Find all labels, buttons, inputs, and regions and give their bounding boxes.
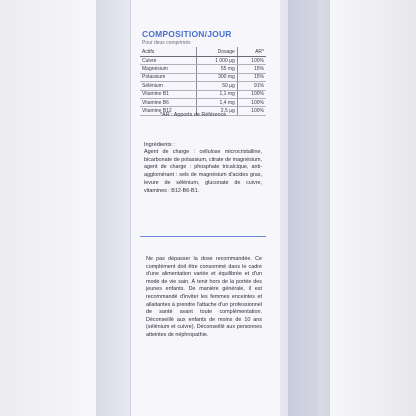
box-side-stripe [288, 0, 318, 416]
row-ar: 100% [237, 107, 266, 115]
warning-text: Ne pas dépasser la dose recommandée. Ce complément doit être consommé dans le cadre d'une alimentation variée et équilibrée et d'un mode de vie sain. À tenir hors de la portée des jeunes enfants. De manière générale, il est recommandé d'inviter les femmes enceintes et allaitantes à prendre l'attache d'un professionnel de santé avant toute complémentation. Déconseillé aux enfants de moins de 10 ans (sélénium et cuivre). Déconseillé aux personnes atteintes de néphropathie. [146, 256, 262, 338]
row-dosage: 1,1 mg [197, 90, 238, 98]
row-dosage: 50 µg [197, 82, 238, 90]
box-left-side [96, 0, 130, 416]
row-ar: 100% [237, 90, 266, 98]
table-header-row [140, 47, 266, 57]
ingredients-title: Ingrédients : [144, 142, 175, 148]
row-nutrient: Vitamine B12 [140, 107, 197, 115]
row-ar: 100% [237, 98, 266, 106]
table-row [140, 73, 266, 81]
composition-table [140, 47, 266, 116]
row-dosage: 1,4 mg [197, 98, 238, 106]
row-ar: 15% [237, 73, 266, 81]
composition-title: COMPOSITION/JOUR [142, 29, 232, 39]
row-dosage: 55 mg [197, 65, 238, 73]
ingredients-text: Agent de charge : cellulose microcristalline, bicarbonate de potassium, citrate de magnésium, agent de charge : phosphate tricalcique, anti-agglomérant : sels de magnésium d'acides gras, levure de sélénium, gluconate de cuivre, vitamines : B12-B6-B1. [144, 149, 262, 194]
row-nutrient: Sélénium [140, 82, 197, 90]
row-nutrient: Vitamine B1 [140, 90, 197, 98]
row-nutrient: Vitamine B6 [140, 98, 197, 106]
row-dosage: 300 mg [197, 73, 238, 81]
row-ar: 100% [237, 57, 266, 65]
table-row [140, 90, 266, 98]
table-row [140, 65, 266, 73]
table-row [140, 82, 266, 90]
row-dosage: 2,5 µg [197, 107, 238, 115]
table-row [140, 57, 266, 65]
composition-subtitle: Pour deux comprimés [142, 40, 191, 46]
table-row [140, 98, 266, 106]
row-nutrient: Cuivre [140, 57, 197, 65]
header-actifs: Actifs [140, 47, 197, 57]
box-right-side [280, 0, 330, 416]
row-dosage: 1 000 µg [197, 57, 238, 65]
section-divider [140, 236, 266, 237]
header-dosage: Dosage [197, 47, 238, 57]
row-ar: 91% [237, 82, 266, 90]
header-ar: AR* [237, 47, 266, 57]
composition-footnote: *AR : Apports de Référence [160, 112, 227, 118]
row-ar: 15% [237, 65, 266, 73]
row-nutrient: Potassium [140, 73, 197, 81]
row-nutrient: Magnésium [140, 65, 197, 73]
